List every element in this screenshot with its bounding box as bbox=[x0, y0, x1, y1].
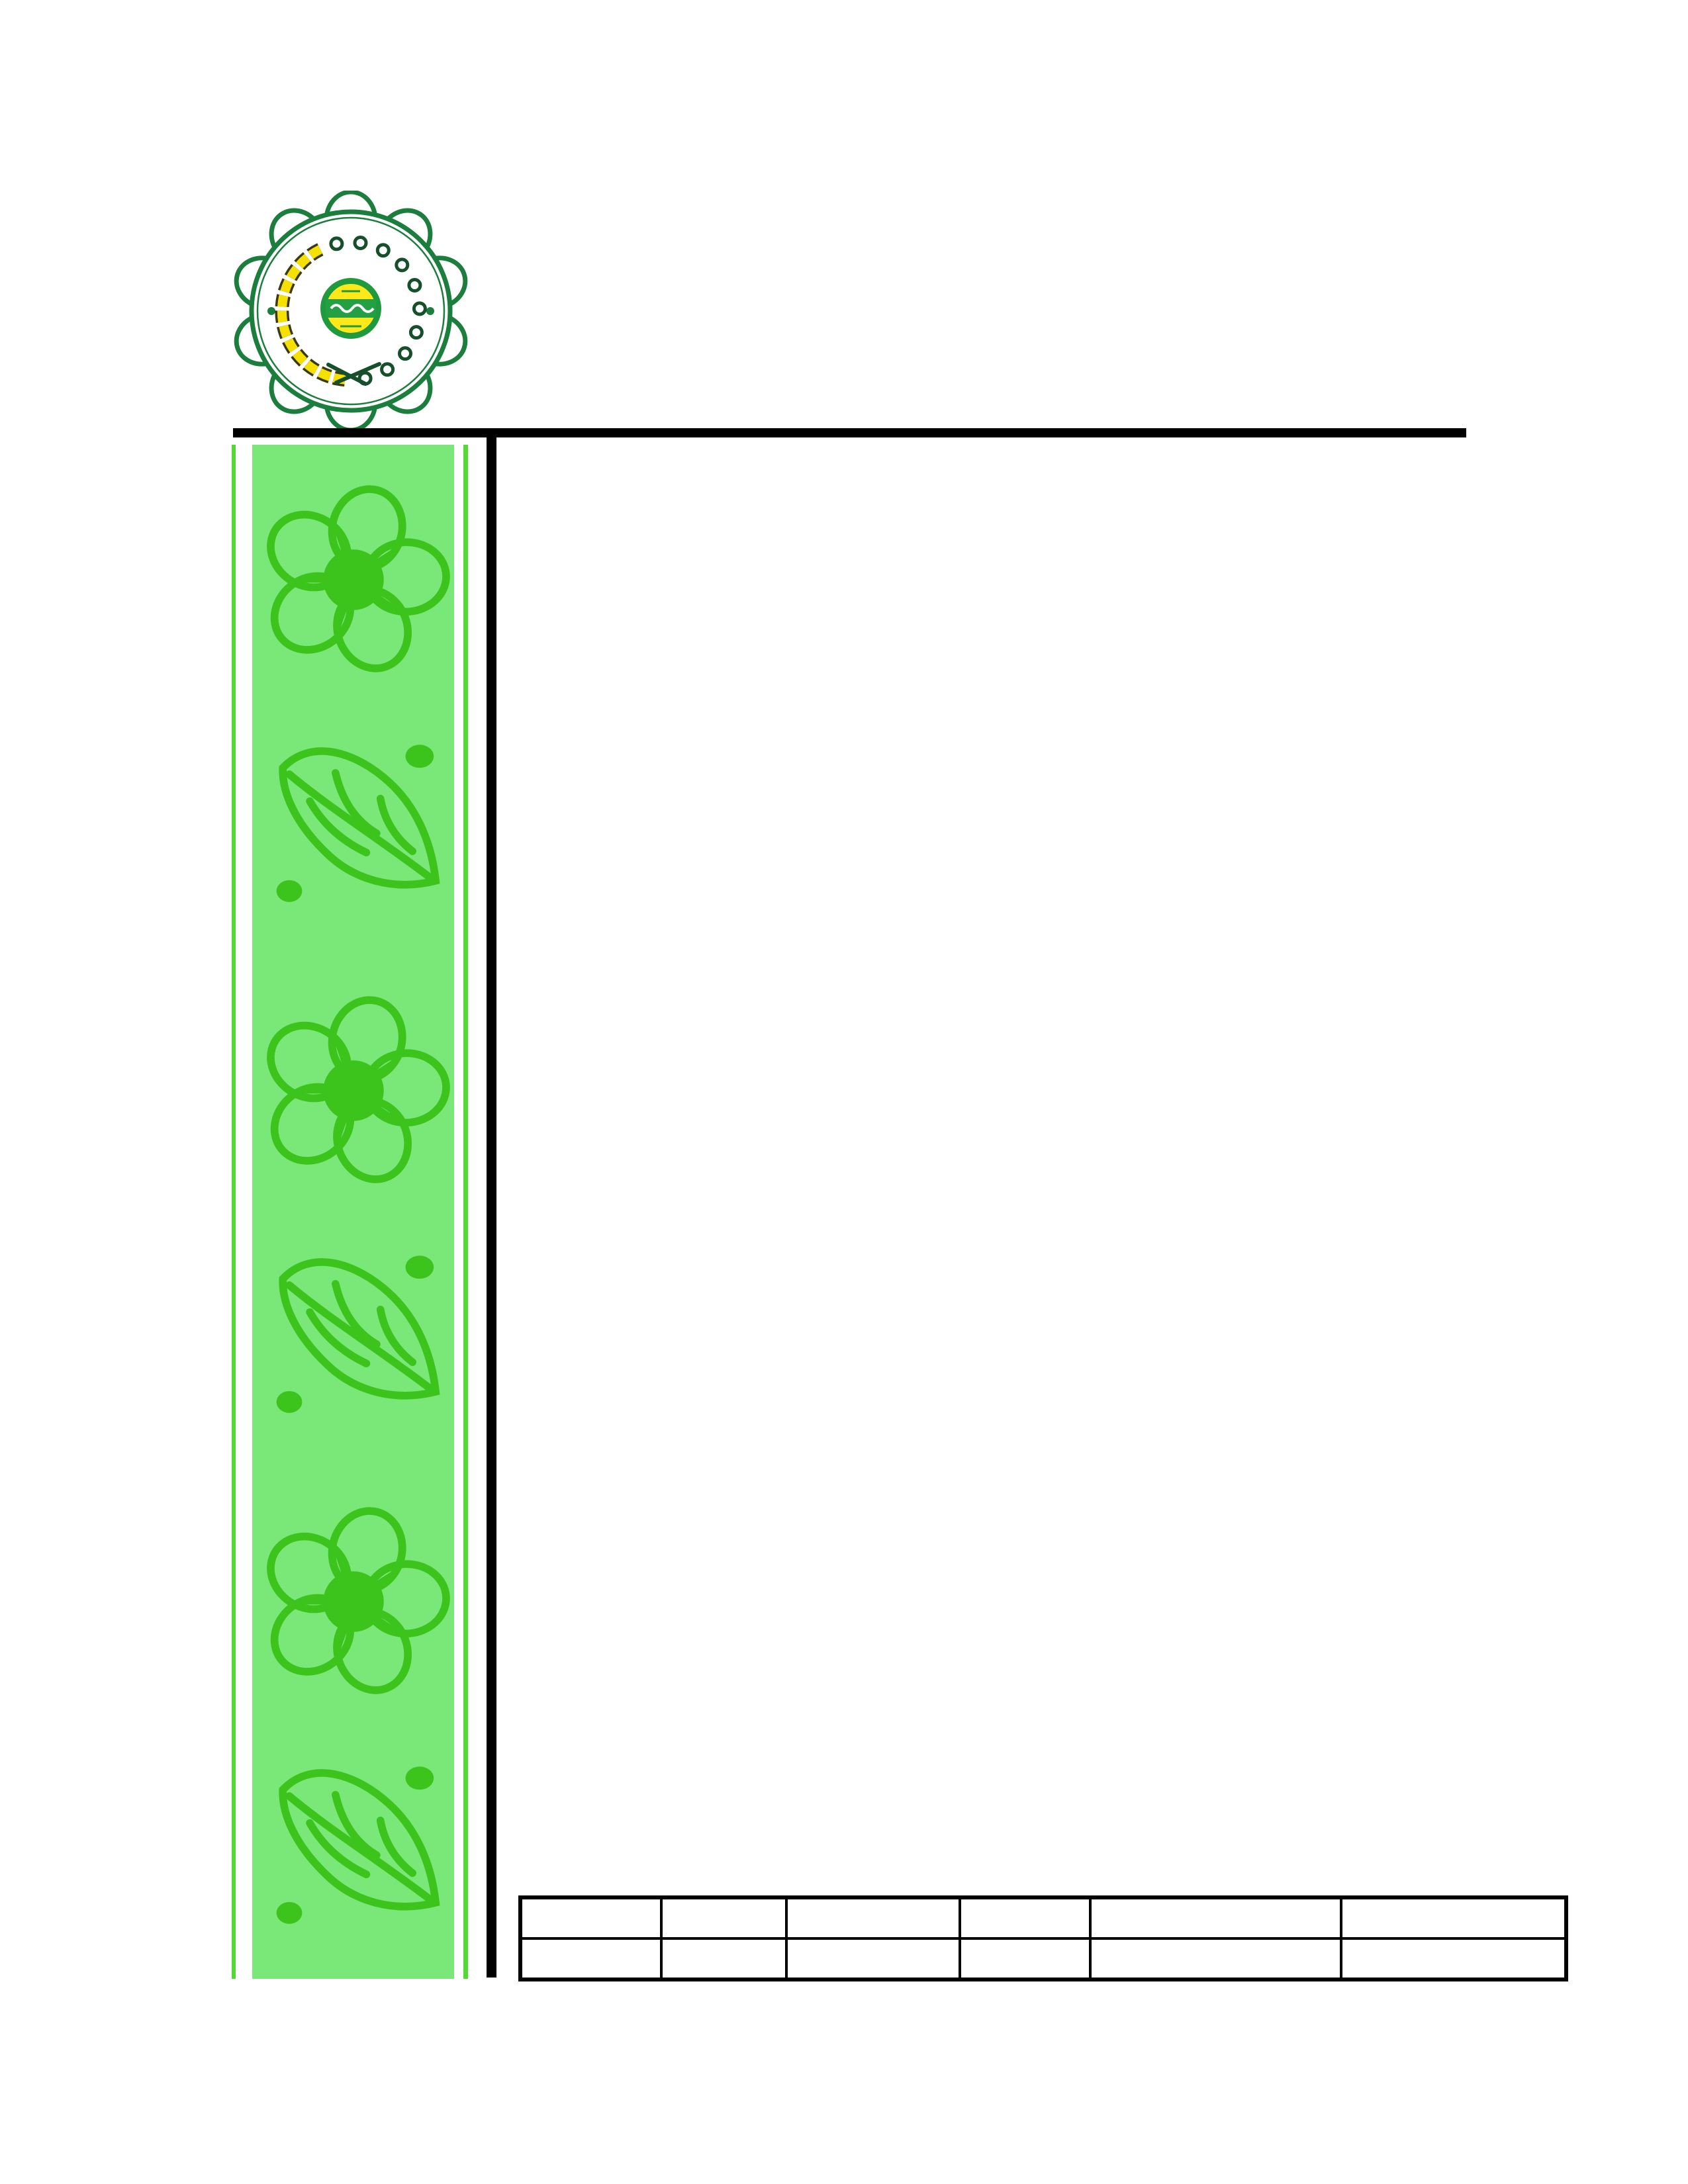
issue-table-value-tahun bbox=[960, 1938, 1090, 1979]
issue-table-value-eissn bbox=[1341, 1938, 1566, 1979]
ornament-right-edge-line bbox=[463, 445, 468, 1979]
emblem-left-dot bbox=[267, 307, 275, 315]
issue-table-value-volume bbox=[520, 1938, 661, 1979]
leaf-motif-icon bbox=[254, 1240, 453, 1452]
issue-table-header-volume bbox=[520, 1897, 661, 1938]
content-divider-bar bbox=[487, 437, 496, 1978]
ornament-left-edge-line bbox=[232, 445, 236, 1979]
emblem-right-dot bbox=[426, 307, 434, 315]
issue-table-header-eissn bbox=[1341, 1897, 1566, 1938]
flower-motif-icon bbox=[254, 461, 453, 699]
article-list bbox=[523, 441, 1460, 481]
issue-table-value-bulan bbox=[786, 1938, 960, 1979]
floral-ornament-strip bbox=[252, 445, 454, 1979]
university-emblem-icon bbox=[230, 191, 471, 435]
issue-table-header-row bbox=[520, 1897, 1566, 1938]
flower-motif-icon bbox=[254, 1482, 453, 1721]
leaf-motif-icon bbox=[254, 729, 453, 941]
issue-table-header-issn bbox=[1090, 1897, 1341, 1938]
issue-table bbox=[518, 1895, 1568, 1981]
issue-table-header-bulan bbox=[786, 1897, 960, 1938]
issue-table-value-row bbox=[520, 1938, 1566, 1979]
masthead bbox=[493, 195, 1466, 273]
university-emblem-logo bbox=[230, 191, 471, 437]
header-rule bbox=[233, 428, 1466, 437]
issue-table-header-nomor bbox=[661, 1897, 786, 1938]
issue-table-header-tahun bbox=[960, 1897, 1090, 1938]
flower-motif-icon bbox=[254, 972, 453, 1210]
issue-table-value-nomor bbox=[661, 1938, 786, 1979]
leaf-motif-icon bbox=[254, 1751, 453, 1963]
issue-table-value-issn bbox=[1090, 1938, 1341, 1979]
